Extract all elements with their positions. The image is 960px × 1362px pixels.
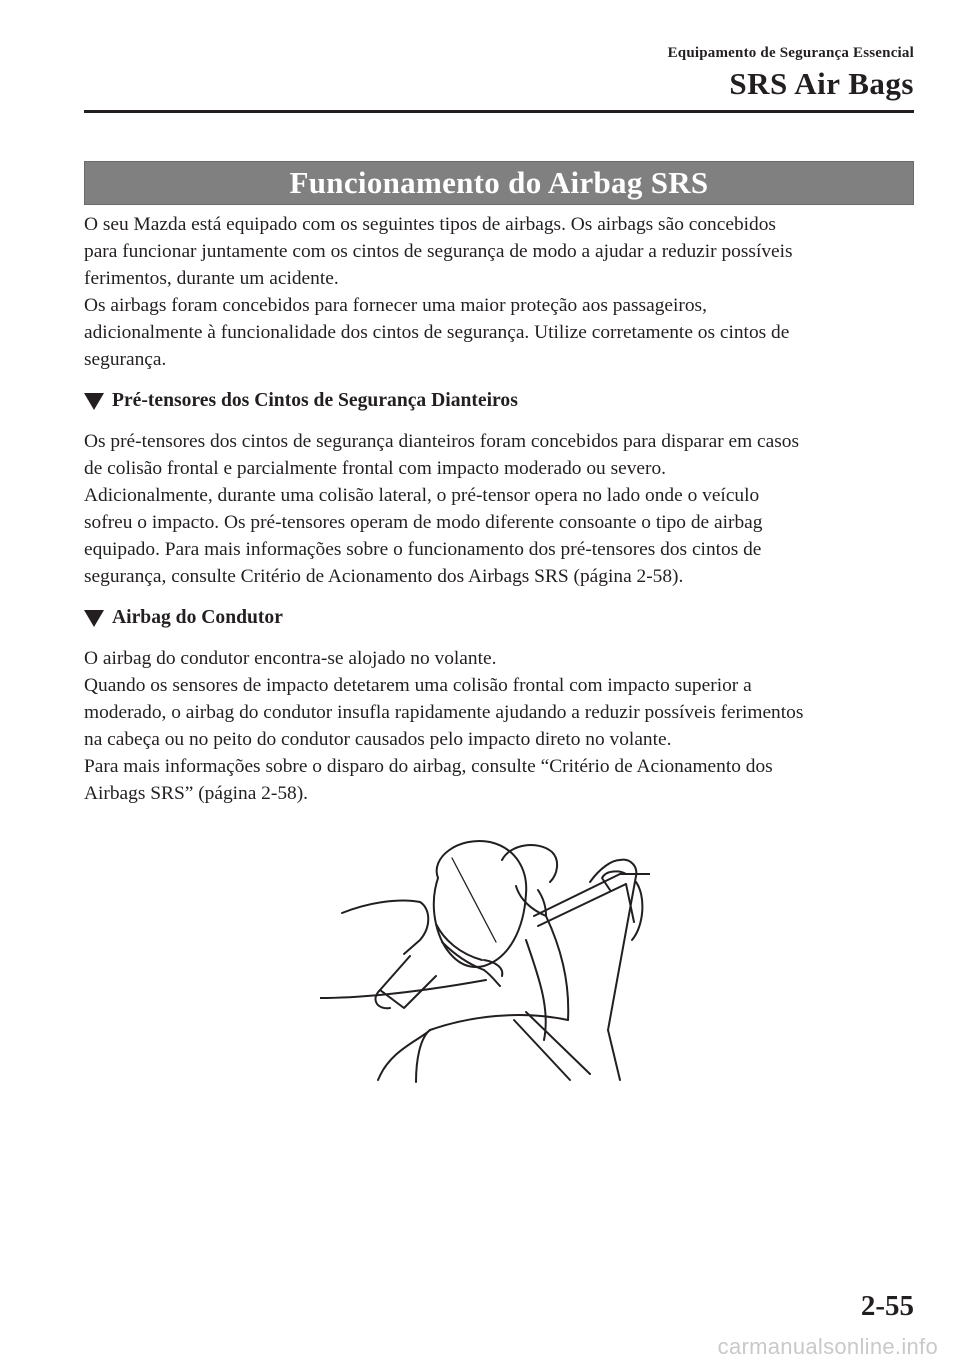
driver-airbag-paragraph-2: Quando os sensores de impacto detetarem uma colisão frontal com impacto superior a moderado, o airbag do condutor insufla rapidamente ajudando a reduzir possíveis ferimentos na cabeça ou no peito do condutor causados pelo impacto direto no volante. [84, 675, 804, 750]
subheading-driver-airbag-label: Airbag do Condutor [112, 607, 283, 628]
section-title: Funcionamento do Airbag SRS [289, 165, 709, 200]
intro-paragraph-2: Os airbags foram concebidos para fornecer uma maior proteção aos passageiros, adicionalmente à funcionalidade dos cintos de segurança. Utilize corretamente os cintos de segurança. [84, 295, 790, 370]
header-subtitle: Equipamento de Segurança Essencial [667, 45, 914, 61]
header-title: SRS Air Bags [729, 66, 914, 101]
page-number: 2-55 [860, 1290, 914, 1322]
pretensioners-paragraph-1: Os pré-tensores dos cintos de segurança dianteiros foram concebidos para disparar em casos de colisão frontal e parcialmente frontal com impacto moderado ou severo. [84, 431, 800, 479]
driver-airbag-illustration [320, 830, 650, 1090]
page-content [84, 211, 916, 807]
driver-airbag-paragraph-1: O airbag do condutor encontra-se alojado no volante. [84, 648, 497, 669]
watermark: carmanualsonline.info [717, 1334, 938, 1359]
subheading-pretensioners-label: Pré-tensores dos Cintos de Segurança Dianteiros [112, 390, 518, 411]
header-rule [84, 110, 914, 113]
driver-airbag-paragraph-3: Para mais informações sobre o disparo do airbag, consulte “Critério de Acionamento dos Airbags SRS” (página 2-58). [84, 756, 773, 804]
intro-paragraph-1: O seu Mazda está equipado com os seguintes tipos de airbags. Os airbags são concebidos para funcionar juntamente com os cintos de segurança de modo a ajudar a reduzir possíveis ferimentos, durante um acidente. [84, 214, 793, 289]
triangle-marker-icon [84, 610, 104, 627]
pretensioners-paragraph-2: Adicionalmente, durante uma colisão lateral, o pré-tensor opera no lado onde o veículo sofreu o impacto. Os pré-tensores operam de modo diferente consoante o tipo de airbag equipado. Para mais informações sobre o funcionamento dos pré-tensores dos cintos de segurança, consulte Critério de Acionamento dos Airbags SRS (página 2-58). [84, 485, 763, 587]
subheading-driver-airbag [84, 604, 916, 631]
subheading-pretensioners [84, 387, 916, 414]
triangle-marker-icon [84, 393, 104, 410]
section-title-banner [84, 161, 914, 205]
